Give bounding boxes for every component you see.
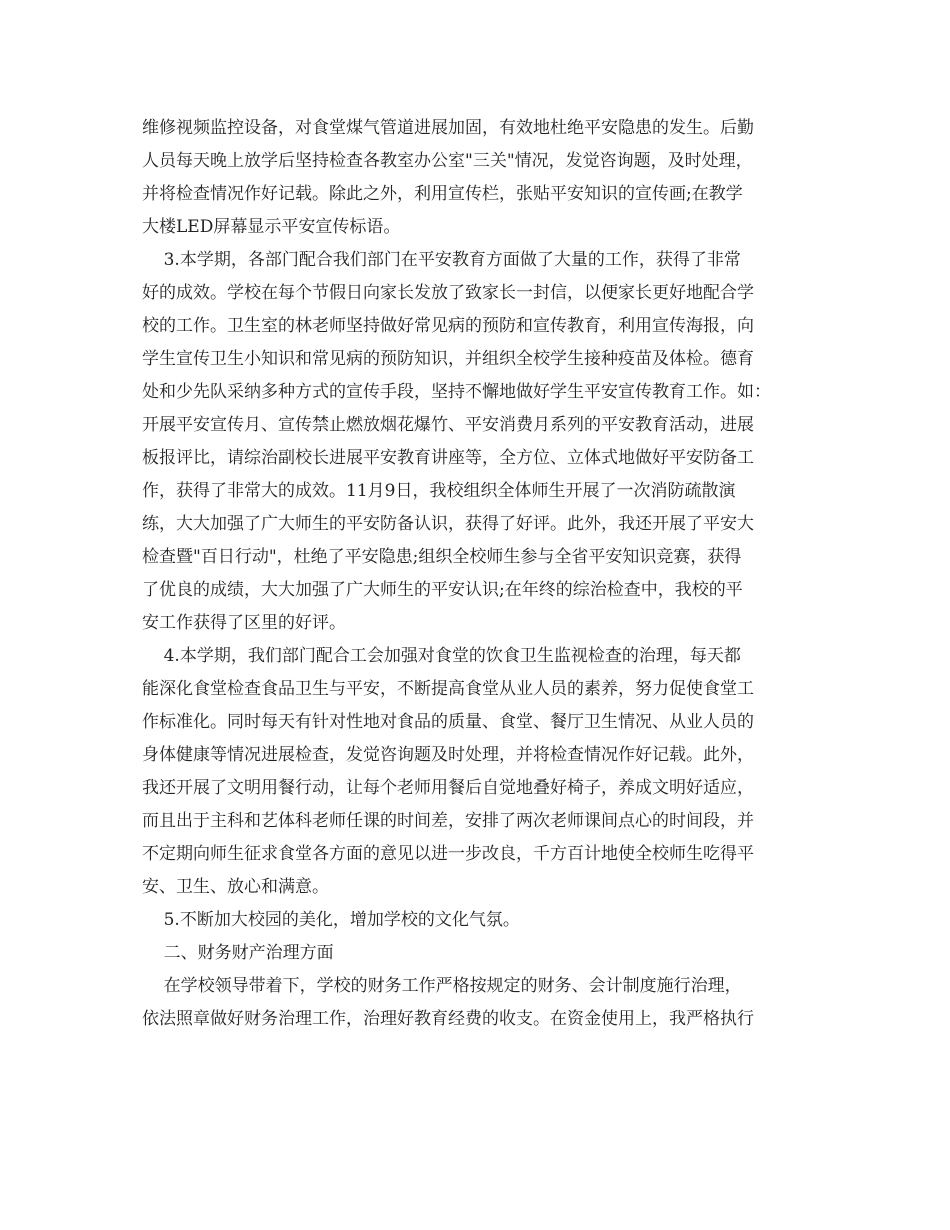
text-line: 3.本学期，各部门配合我们部门在平安教育方面做了大量的工作，获得了非常 bbox=[142, 250, 741, 270]
text-line: 在学校领导带着下，学校的财务工作严格按规定的财务、会计制度施行治理， bbox=[142, 976, 742, 996]
text-line: 二、财务财产治理方面 bbox=[142, 943, 334, 963]
text-line: 作标准化。同时每天有针对性地对食品的质量、食堂、餐厅卫生情况、从业人员的 bbox=[142, 712, 754, 732]
text-line: 而且出于主科和艺体科老师任课的时间差，安排了两次老师课间点心的时间段，并 bbox=[142, 811, 754, 831]
paragraph bbox=[142, 112, 826, 244]
paragraph bbox=[142, 244, 826, 640]
text-line: 检查暨"百日行动"，杜绝了平安隐患;组织全校师生参与全省平安知识竞赛，获得 bbox=[142, 547, 742, 567]
text-line: 5.不断加大校园的美化，增加学校的文化气氛。 bbox=[142, 910, 520, 930]
text-line: 练，大大加强了广大师生的平安防备认识，获得了好评。此外，我还开展了平安大 bbox=[142, 514, 754, 534]
text-line: 了优良的成绩，大大加强了广大师生的平安认识;在年终的综治检查中，我校的平 bbox=[142, 580, 743, 600]
text-line: 开展平安宣传月、宣传禁止燃放烟花爆竹、平安消费月系列的平安教育活动，进展 bbox=[142, 415, 754, 435]
text-line: 并将检查情况作好记载。除此之外，利用宣传栏，张贴平安知识的宣传画;在教学 bbox=[142, 184, 743, 204]
paragraph bbox=[142, 640, 826, 904]
text-line: 不定期向师生征求食堂各方面的意见以进一步改良，千方百计地使全校师生吃得平 bbox=[142, 844, 754, 864]
text-line: 处和少先队采纳多种方式的宣传手段，坚持不懈地做好学生平安宣传教育工作。如： bbox=[142, 382, 771, 402]
text-line: 4.本学期，我们部门配合工会加强对食堂的饮食卫生监视检查的治理，每天都 bbox=[142, 646, 741, 666]
text-line: 依法照章做好财务治理工作，治理好教育经费的收支。在资金使用上，我严格执行 bbox=[142, 1009, 754, 1029]
text-line: 安、卫生、放心和满意。 bbox=[142, 877, 329, 897]
text-line: 大楼LED屏幕显示平安宣传标语。 bbox=[142, 217, 401, 237]
text-line: 身体健康等情况进展检查，发觉咨询题及时处理，并将检查情况作好记载。此外， bbox=[142, 745, 754, 765]
text-line: 能深化食堂检查食品卫生与平安，不断提高食堂从业人员的素养，努力促使食堂工 bbox=[142, 679, 754, 699]
text-line: 板报评比，请综治副校长进展平安教育讲座等，全方位、立体式地做好平安防备工 bbox=[142, 448, 754, 468]
text-line: 学生宣传卫生小知识和常见病的预防知识，并组织全校学生接种疫苗及体检。德育 bbox=[142, 349, 754, 369]
paragraph bbox=[142, 970, 826, 1036]
text-line: 人员每天晚上放学后坚持检查各教室办公室"三关"情况，发觉咨询题，及时处理， bbox=[142, 151, 753, 171]
document-body bbox=[142, 112, 826, 1036]
text-line: 作，获得了非常大的成效。11月9日，我校组织全体师生开展了一次消防疏散演 bbox=[142, 481, 736, 501]
text-line: 好的成效。学校在每个节假日向家长发放了致家长一封信，以便家长更好地配合学 bbox=[142, 283, 754, 303]
text-line: 维修视频监控设备，对食堂煤气管道进展加固，有效地杜绝平安隐患的发生。后勤 bbox=[142, 118, 754, 138]
text-line: 我还开展了文明用餐行动，让每个老师用餐后自觉地叠好椅子，养成文明好适应， bbox=[142, 778, 754, 798]
paragraph bbox=[142, 904, 826, 937]
text-line: 校的工作。卫生室的林老师坚持做好常见病的预防和宣传教育，利用宣传海报，向 bbox=[142, 316, 754, 336]
paragraph bbox=[142, 937, 826, 970]
text-line: 安工作获得了区里的好评。 bbox=[142, 613, 346, 633]
